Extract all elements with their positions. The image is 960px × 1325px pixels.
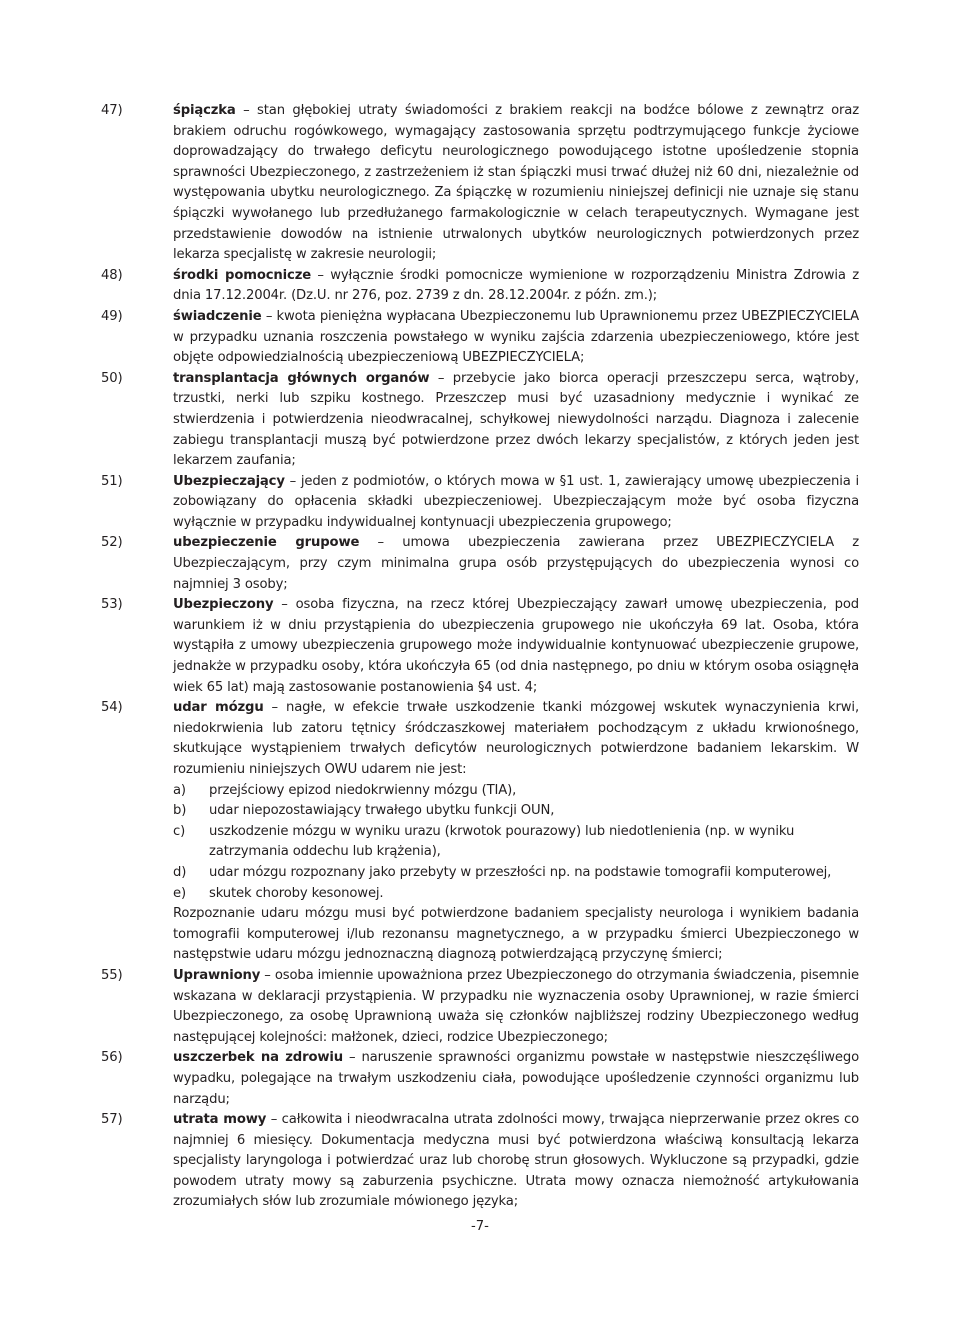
definition-49 (101, 307, 859, 369)
definition-51 (101, 472, 859, 534)
item-number: 55) (101, 967, 123, 983)
sub-item-a (173, 781, 859, 802)
definition-text: – umowa ubezpieczenia zawierana przez UBEZPIECZYCIELA z Ubezpieczającym, przy czym minimalna grupa osób przystępujących do ubezpieczenia wynosi co najmniej 3 osoby; (173, 535, 859, 592)
definition-text: – osoba imiennie upoważniona przez Ubezpieczonego do otrzymania świadczenia, pisemnie wskazana w deklaracji przystąpienia. W przypadku nie wyznaczenia osoby Uprawnionej, w razie śmierci Ubezpieczonego, za osobę Uprawnioną uważa się członków najbliższej rodziny Ubezpieczonego według następującej kolejności: małżonek, dzieci, rodzice Ubezpieczonego; (173, 967, 859, 1045)
sub-item-text: skutek choroby kesonowej. (209, 885, 384, 901)
definition-text: – jeden z podmiotów, o których mowa w §1 ust. 1, zawierający umowę ubezpieczenia i zobowiązany do opłacenia składki ubezpieczeniowej. Ubezpieczającym może być osoba fizyczna wyłącznie w przypadku indywidualnej kontynuacji ubezpieczenia grupowego; (173, 473, 859, 530)
definition-52 (101, 533, 859, 595)
sub-item-c (173, 822, 859, 863)
definition-text: – nagłe, w efekcie trwałe uszkodzenie tkanki mózgowej wskutek wynaczynienia krwi, niedokrwienia lub zatoru tętnicy śródczaszkowej materiałem pochodzącym z układu krwionośnego, skutkujące wystąpieniem trwałych deficytów neurologicznych potwierdzone badaniem lekarskim. W rozumieniu niniejszych OWU udarem nie jest: (173, 700, 859, 777)
item-number: 57) (101, 1112, 123, 1128)
item-number: 47) (101, 103, 123, 118)
item-number: 50) (101, 370, 123, 386)
definition-text: – całkowita i nieodwracalna utrata zdolności mowy, trwająca nieprzerwanie przez okres co najmniej 6 miesięcy. Dokumentacja medyczna musi być potwierdzona właściwą konsultacją lekarza specjalisty laryngologa i potwierdzać uraz lub chorobę strun głosowych. Wykluczone są przypadki, gdzie powodem utraty mowy są zaburzenia psychiczne. Utrata mowy oznacza niemożność artykułowania zrozumiałych słów lub zrozumiale mówionego języka; (173, 1112, 860, 1210)
definitions-list (101, 101, 860, 1213)
definition-text: – wyłącznie środki pomocnicze wymienione w rozporządzeniu Ministra Zdrowia z dnia 17.12.2004r. (Dz.U. nr 276, poz. 2739 z dn. 28.12.2004r. z późn. zm.); (173, 267, 859, 304)
page-number: -7- (471, 1219, 489, 1234)
definition-53 (101, 595, 859, 698)
sub-item-label: b) (173, 803, 187, 819)
sub-item-e (173, 884, 859, 905)
term: Ubezpieczający (173, 473, 285, 489)
sub-item-label: c) (173, 823, 186, 839)
sub-item-d (173, 863, 859, 884)
term: świadczenie (173, 308, 262, 324)
item-number: 51) (101, 473, 123, 489)
item-number: 49) (101, 308, 123, 324)
term: ubezpieczenie grupowe (173, 535, 360, 551)
definition-text: – osoba fizyczna, na rzecz której Ubezpieczający zawarł umowę ubezpieczenia, pod warunkiem iż w dniu przystąpienia do ubezpieczenia grupowego nie ukończyła 69 lat. Osoba, która wystąpiła z umowy ubezpieczenia grupowego może indywidualnie kontynuować ubezpieczenie grupowe, jednakże w przypadku osoby, która ukończyła 65 (od dnia następnego, po dniu w którym osoba osiągnęła wiek 65 lat) mają zastosowanie postanowienia §4 ust. 4; (173, 597, 859, 695)
definition-50 (101, 369, 859, 472)
item-number: 54) (101, 700, 123, 716)
item-number: 53) (101, 597, 123, 613)
term: transplantacja głównych organów (173, 370, 430, 386)
term: Ubezpieczony (173, 597, 274, 613)
sub-item-b (173, 801, 859, 822)
sub-item-label: a) (173, 782, 186, 798)
definition-text: – kwota pieniężna wypłacana Ubezpieczonemu lub Uprawnionemu przez UBEZPIECZYCIELA w przypadku uznania roszczenia powstałego w wyniku zajścia zdarzenia ubezpieczeniowego, które jest objęte odpowiedzialnością ubezpieczeniową UBEZPIECZYCIELA; (173, 308, 859, 366)
definition-54 (101, 698, 859, 966)
definition-text: – przebycie jako biorca operacji przeszczepu serca, wątroby, trzustki, nerki lub szpiku kostnego. Przeszczep musi być uzasadniony medycznie i wynikać ze stwierdzenia i potwierdzenia nieodwracalnej, schyłkowej niewydolności narządu. Diagnoza i zalecenie zabiegu transplantacji muszą być potwierdzone przez dwóch lekarzy specjalistów, z których jeden jest lekarzem zaufania; (173, 370, 859, 469)
term: utrata mowy (173, 1112, 267, 1128)
sub-item-label: e) (173, 885, 186, 901)
sub-item-text: przejściowy epizod niedokrwienny mózgu (TIA), (209, 782, 517, 798)
definition-text: – stan głębokiej utraty świadomości z brakiem reakcji na bodźce bólowe z zewnątrz oraz brakiem odruchu rogówkowego, wymagający zastosowania sprzętu podtrzymującego funkcje życiowe doprowadzający do trwałego deficytu neurologicznego powodującego istotne upośledzenie stopnia sprawności Ubezpieczonego, z zastrzeżeniem iż stan śpiączki musi trwać dłużej niż 60 dni, niezależnie od występowania ubytku neurologicznego. Za śpiączkę w rozumieniu niniejszej definicji nie uznaje się stanu śpiączki wywołanego lub przedłużanego farmakologicznie w celach terapeutycznych. Wymagane jest przedstawienie dowodów na istnienie utrwalonych ubytków neurologicznych potwierdzonych przez lekarza specjalistę w zakresie neurologii; (173, 103, 859, 263)
sub-item-label: d) (173, 864, 187, 880)
sub-item-text: uszkodzenie mózgu w wyniku urazu (krwotok pourazowy) lub niedotlenienia (np. w wyniku zatrzymania oddechu lub krążenia), (209, 823, 795, 860)
term: śpiączka (173, 103, 236, 118)
definition-55 (101, 966, 859, 1048)
sub-item-text: udar niepozostawiający trwałego ubytku funkcji OUN, (209, 803, 555, 819)
definition-57 (101, 1110, 860, 1213)
definition-continuation: Rozpoznanie udaru mózgu musi być potwierdzone badaniem specjalisty neurologa i wynikiem badania tomografii komputerowej i/lub rezonansu magnetycznego, a w przypadku śmierci Ubezpieczonego w następstwie udaru mózgu jednoznaczną diagnozą potwierdzającą przyczynę śmierci; (173, 906, 859, 963)
definition-text: – naruszenie sprawności organizmu powstałe w następstwie nieszczęśliwego wypadku, polegające na trwałym uszkodzeniu ciała, powodujące upośledzenie czynności organizmu lub narządu; (173, 1050, 859, 1107)
term: środki pomocnicze (173, 267, 312, 283)
sub-item-text: udar mózgu rozpoznany jako przebyty w przeszłości np. na podstawie tomografii komputerowej, (209, 864, 832, 880)
item-number: 48) (101, 267, 123, 283)
term: Uprawniony (173, 967, 261, 983)
item-number: 52) (101, 535, 123, 551)
definition-47 (101, 101, 859, 266)
term: udar mózgu (173, 700, 264, 716)
definition-48 (101, 266, 859, 307)
term: uszczerbek na zdrowiu (173, 1050, 344, 1066)
definition-56 (101, 1048, 859, 1110)
item-number: 56) (101, 1050, 123, 1066)
